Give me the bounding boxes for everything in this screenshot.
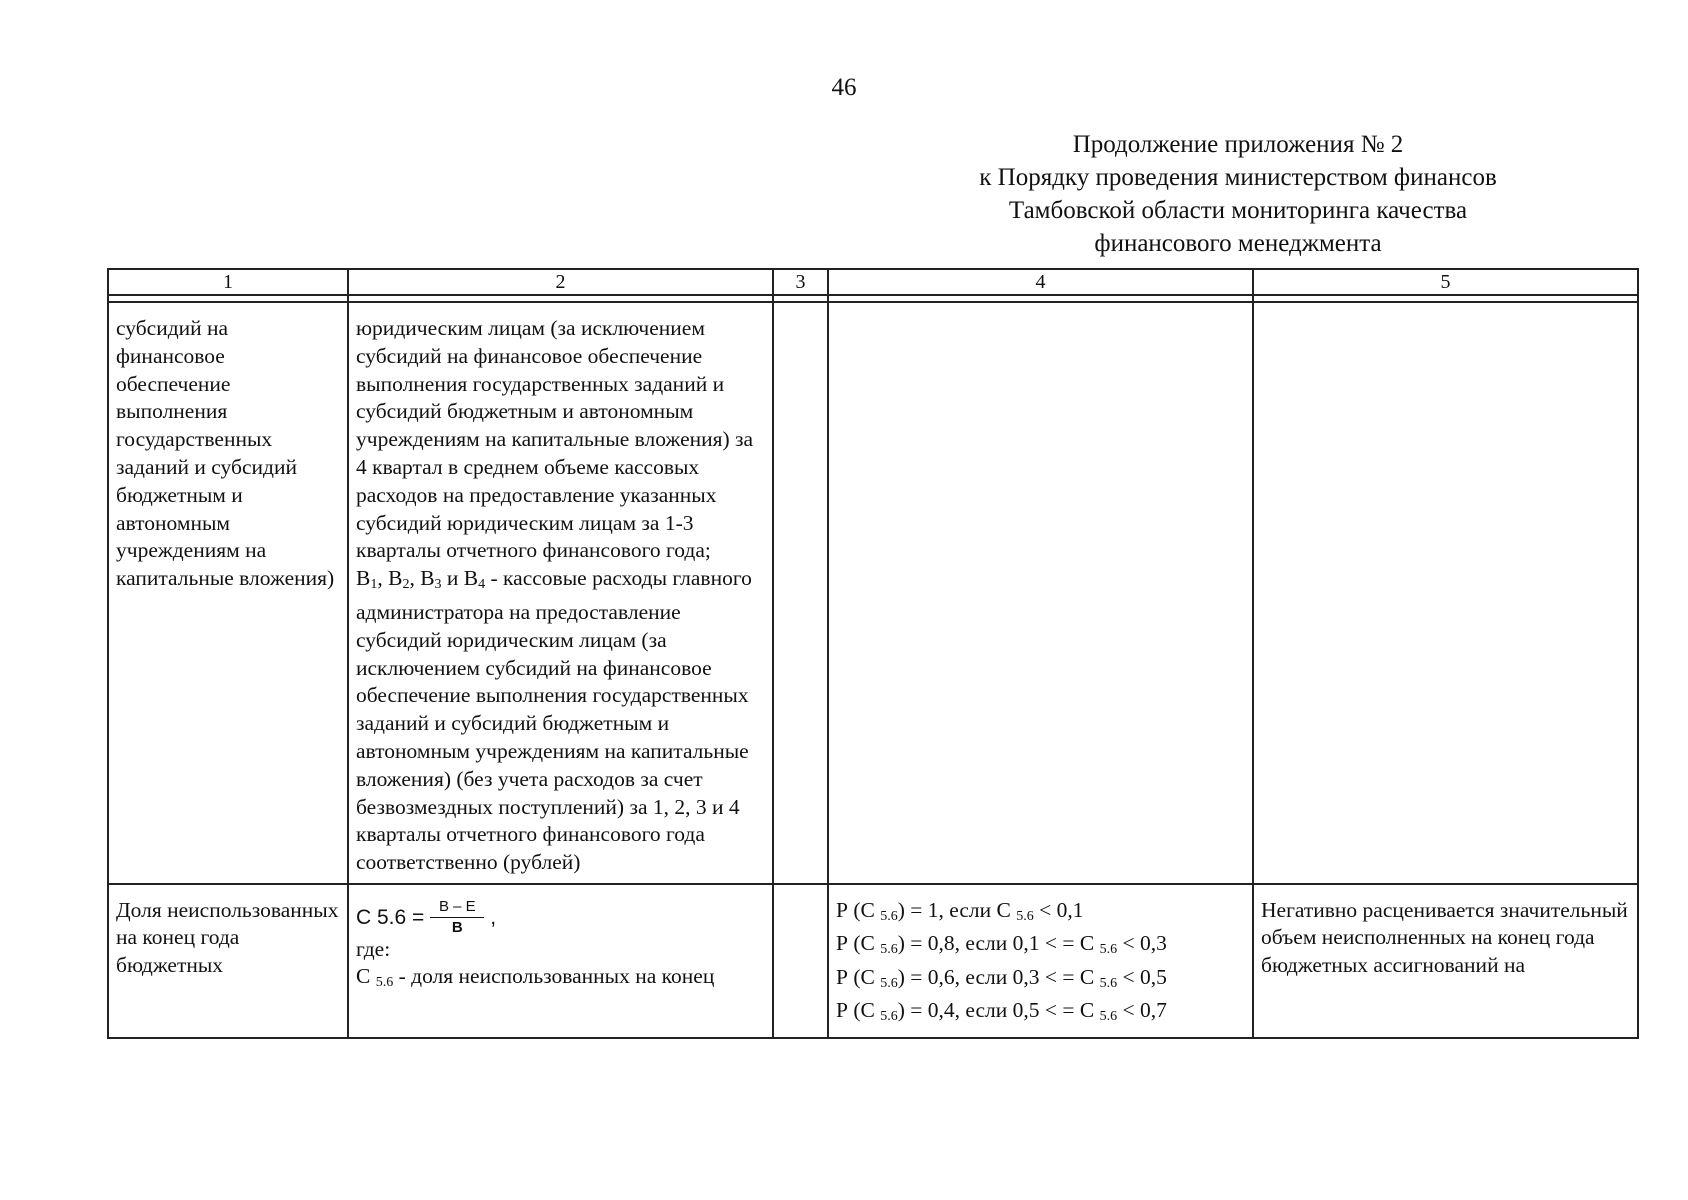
- formula-description-cell: [348, 302, 773, 884]
- condition-line: Р (С $_{5.6}$) = 0,4, если 0,5 < = С $_{5.6}$ < 0,7: [836, 998, 1167, 1025]
- condition-line: Р (С $_{5.6}$) = 0,8, если 0,1 < = С $_{5.6}$ < 0,3: [836, 931, 1167, 958]
- criteria-table: [107, 268, 1639, 1039]
- indicator-name-cell: [108, 302, 348, 884]
- formula-tail: ,: [490, 905, 497, 929]
- formula-lhs: С 5.6 =: [356, 905, 425, 929]
- table-row: [108, 302, 1638, 884]
- appendix-header-line: Тамбовской области мониторинга качества: [1008, 197, 1468, 224]
- empty-cell-col3: [773, 884, 828, 1038]
- fraction-bar: [430, 917, 484, 918]
- var-b4: $В_4$: [463, 566, 486, 593]
- condition-line: Р (С $_{5.6}$) = 1, если С $_{5.6}$ < 0,1: [836, 897, 1084, 924]
- description-part: - кассовые расходы главного администратора на предоставление субсидий юридическим лицам (за исключением субсидий на финансовое обеспечение выполнения государственных заданий и субсидий бюджетным и автономным учреждениям на капитальные вложения) (без учета расходов за счет безвозмездных поступлений) за 1, 2, 3 и 4 кварталы отчетного финансового года соответственно (рублей): [356, 566, 752, 875]
- scoring-conditions-cell: [828, 884, 1253, 1038]
- column-number-1: 1: [108, 269, 348, 295]
- column-number-2: 2: [348, 269, 773, 295]
- indicator-name-cell: [108, 884, 348, 1038]
- conjunction: и: [446, 566, 459, 591]
- column-number-4: 4: [828, 269, 1253, 295]
- formula-description: юридическим лицам (за исключением субсидий на финансовое обеспечение выполнения государственных заданий и субсидий бюджетным и автономным учреждениям на капитальные вложения) за 4 квартал в среднем объеме кассовых расходов на предоставление указанных субсидий юридическим лицам за 1-3 кварталы отчетного финансового года; $В_1$, $В_2$, $В_3$ и $В_4$ - кассовые расходы главного администратора на предоставление субсидий юридическим лицам (за исключением субсидий на финансовое обеспечение выполнения государственных заданий и субсидий бюджетным и автономным учреждениям на капитальные вложения) (без учета расходов за счет безвозмездных поступлений) за 1, 2, 3 и 4 кварталы отчетного финансового года соответственно (рублей): [356, 316, 754, 875]
- spacer-cell: [773, 295, 828, 302]
- indicator-name-text: субсидий на финансовое обеспечение выполнения государственных заданий и субсидий бюджетным и автономным учреждениям на капитальные вложения): [116, 316, 335, 591]
- formula-block: [349, 885, 772, 1003]
- table-row: [108, 884, 1638, 1038]
- appendix-header-line: Продолжение приложения № 2: [1072, 131, 1404, 158]
- description-part: юридическим лицам (за исключением субсидий на финансовое обеспечение выполнения государственных заданий и субсидий бюджетным и автономным учреждениям на капитальные вложения) за 4 квартал в среднем объеме кассовых расходов на предоставление указанных субсидий юридическим лицам за 1-3 кварталы отчетного финансового года;: [356, 316, 754, 563]
- formula-denominator: В: [451, 918, 463, 936]
- empty-cell-col4: [828, 302, 1253, 884]
- indicator-name-text: Доля неиспользованных на конец года бюджетных: [116, 897, 339, 977]
- table-header-row: [108, 269, 1638, 295]
- spacer-cell: [828, 295, 1253, 302]
- where-label: где:: [356, 936, 391, 961]
- appendix-header: [888, 128, 1588, 260]
- comment-cell: [1253, 884, 1638, 1038]
- empty-cell-col3: [773, 302, 828, 884]
- var-b3: $В_3$: [420, 566, 442, 593]
- spacer-cell: [348, 295, 773, 302]
- condition-line: Р (С $_{5.6}$) = 0,6, если 0,3 < = С $_{5.6}$ < 0,5: [836, 964, 1167, 991]
- variable-definition: С $_{5.6}$ - доля неиспользованных на конец: [356, 964, 715, 991]
- formula-cell: [348, 884, 773, 1038]
- table-spacer-row: [108, 295, 1638, 302]
- var-b1: $В_1$: [356, 566, 378, 593]
- scoring-conditions: [829, 885, 1252, 1037]
- spacer-cell: [1253, 295, 1638, 302]
- column-number-5: 5: [1253, 269, 1638, 295]
- appendix-header-line: финансового менеджмента: [1094, 230, 1382, 257]
- var-b2: $В_2$: [388, 566, 410, 593]
- appendix-header-line: к Порядку проведения министерством финансов: [979, 164, 1497, 191]
- empty-cell-col5: [1253, 302, 1638, 884]
- comment-text: Негативно расценивается значительный объем неисполненных на конец года бюджетных ассигнований на: [1261, 897, 1628, 977]
- formula-fraction: [430, 899, 484, 936]
- page-number: 46: [831, 74, 857, 101]
- spacer-cell: [108, 295, 348, 302]
- column-number-3: 3: [773, 269, 828, 295]
- formula: [356, 899, 496, 936]
- formula-numerator: В – Е: [438, 897, 476, 915]
